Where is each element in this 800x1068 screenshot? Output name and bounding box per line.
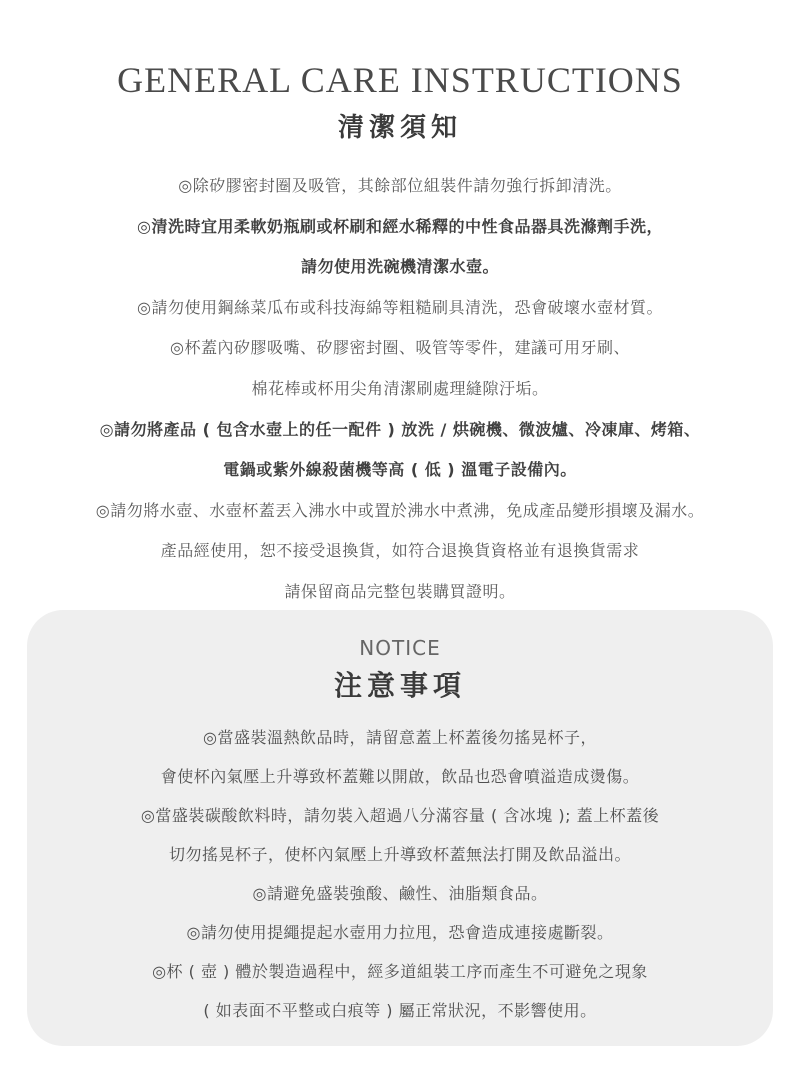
care-line: ◎請勿將產品 ( 包含水壺上的任一配件 ) 放洗 / 烘碗機、微波爐、冷凍庫、烤箱、	[99, 419, 701, 439]
notice-line: ◎當盛裝溫熱飲品時，請留意蓋上杯蓋後勿搖晃杯子，	[203, 728, 597, 747]
notice-line: 切勿搖晃杯子，使杯內氣壓上升導致杯蓋無法打開及飲品溢出。	[168, 845, 631, 864]
notice-panel	[27, 610, 773, 1046]
care-line: ◎請勿使用鋼絲菜瓜布或科技海綿等粗糙刷具清洗，恐會破壞水壺材質。	[137, 297, 663, 317]
care-title-zh: 清潔須知	[337, 113, 462, 143]
notice-list	[27, 718, 773, 1030]
notice-title-zh: 注意事項	[333, 669, 466, 702]
notice-line: 會使杯內氣壓上升導致杯蓋難以開啟，飲品也恐會噴溢造成燙傷。	[160, 767, 640, 786]
care-line: 電鍋或紫外線殺菌機等高 ( 低 ) 溫電子設備內。	[223, 460, 577, 480]
care-line: 產品經使用，恕不接受退換貨，如符合退換貨資格並有退換貨需求	[160, 541, 640, 561]
care-line: ◎除矽膠密封圈及吸管，其餘部位組裝件請勿強行拆卸清洗。	[178, 176, 622, 195]
care-title-en: GENERAL CARE INSTRUCTIONS	[117, 60, 683, 100]
notice-line: ◎杯 ( 壺 ) 體於製造過程中，經多道組裝工序而產生不可避免之現象	[152, 962, 648, 981]
notice-line: ◎請避免盛裝強酸、鹼性、油脂類食品。	[252, 884, 548, 903]
care-line: 棉花棒或杯用尖角清潔刷處理縫隙汙垢。	[251, 378, 549, 398]
care-line: ◎杯蓋內矽膠吸嘴、矽膠密封圈、吸管等零件，建議可用牙刷、	[170, 338, 630, 358]
care-line: 請勿使用洗碗機清潔水壺。	[300, 257, 499, 277]
care-line: ◎請勿將水壺、水壺杯蓋丟入沸水中或置於沸水中煮沸，免成產品變形損壞及漏水。	[95, 500, 705, 520]
notice-line: ◎當盛裝碳酸飲料時，請勿裝入超過八分滿容量 ( 含冰塊 ); 蓋上杯蓋後	[140, 806, 660, 825]
notice-line: ◎請勿使用提繩提起水壺用力拉甩，恐會造成連接處斷裂。	[186, 923, 614, 942]
care-instructions-list	[0, 166, 800, 613]
notice-title-en: NOTICE	[359, 636, 441, 660]
notice-line: ( 如表面不平整或白痕等 ) 屬正常狀況，不影響使用。	[203, 1001, 597, 1020]
care-line: ◎清洗時宜用柔軟奶瓶刷或杯刷和經水稀釋的中性食品器具洗滌劑手洗，	[137, 216, 663, 236]
care-line: 請保留商品完整包裝購買證明。	[284, 581, 516, 601]
